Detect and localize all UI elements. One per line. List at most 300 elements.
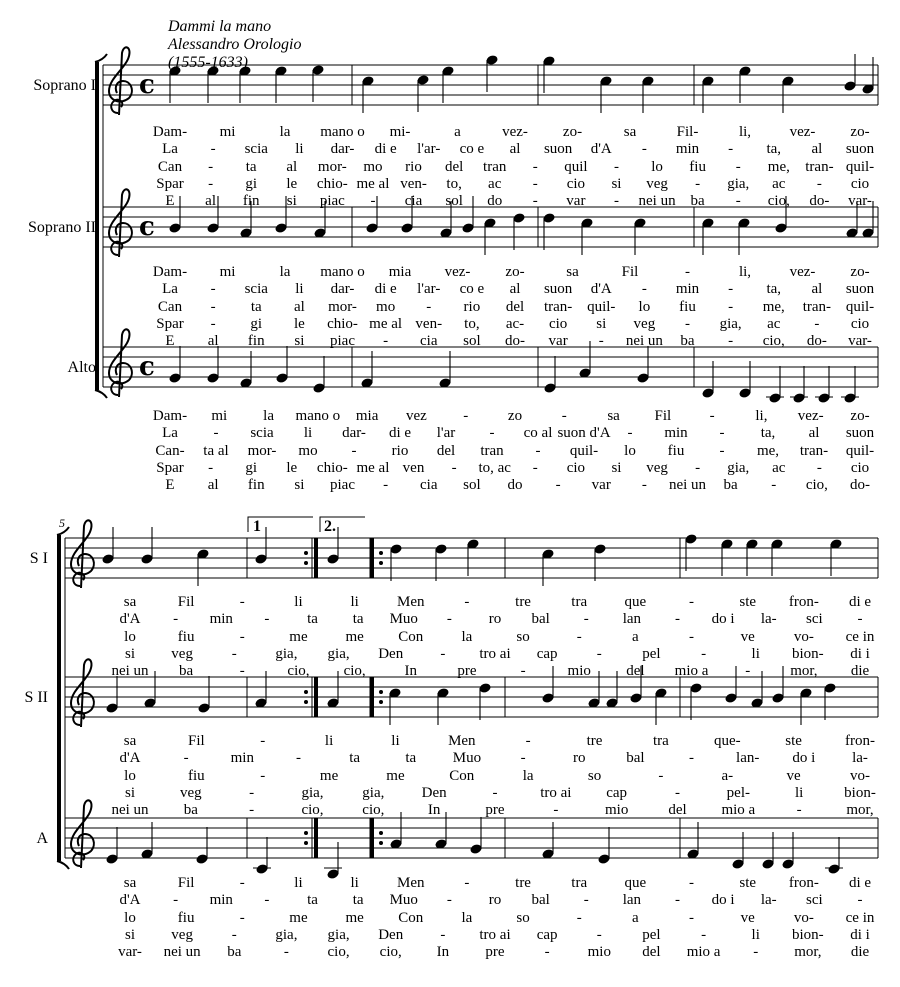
lyric-syllable: si [611, 459, 622, 476]
lyric-syllable: ta [250, 298, 262, 315]
lyric-syllable: nei un [111, 663, 149, 680]
lyric-syllable: ve [786, 767, 801, 784]
lyric-syllable: ta [352, 892, 364, 909]
lyric-syllable: - [239, 875, 245, 891]
lyric-syllable: co e [459, 281, 485, 298]
lyric-syllable: E [165, 333, 175, 350]
lyric-syllable: bal [626, 750, 645, 767]
lyric-syllable: - [675, 892, 680, 909]
lyric-line [0, 176, 900, 192]
lyric-line [0, 594, 900, 610]
lyric-syllable: - [814, 315, 820, 332]
lyric-syllable: - [583, 611, 589, 628]
lyric-syllable: del [436, 442, 456, 459]
lyric-syllable: del [626, 663, 645, 680]
lyric-syllable: min [209, 611, 233, 628]
lyric-syllable: fin [247, 333, 265, 350]
lyric-syllable: d'A [119, 611, 141, 628]
lyric-syllable: fiu [689, 158, 706, 175]
lyric-syllable: Den [378, 926, 404, 943]
lyric-syllable: - [264, 611, 270, 628]
lyric-syllable: gia, [727, 175, 750, 192]
lyric-syllable: fron- [788, 875, 819, 891]
lyric-syllable: li, [738, 124, 752, 140]
lyric-syllable: E [165, 477, 175, 494]
lyric-syllable: quil- [845, 158, 875, 175]
lyric-syllable: do- [505, 333, 525, 350]
lyric-syllable: veg [646, 459, 668, 476]
lyric-syllable: sa [566, 264, 579, 280]
lyric-syllable: si [611, 175, 622, 192]
lyric-syllable: - [383, 477, 389, 494]
lyric-syllable: li [751, 926, 760, 943]
lyric-syllable: bal [531, 892, 550, 909]
lyric-syllable: - [613, 193, 619, 210]
lyric-syllable: vez [406, 408, 427, 424]
lyric-syllable: veg [646, 175, 668, 192]
repeat-thick-bar [314, 677, 318, 717]
score-header [168, 18, 301, 72]
lyric-line [0, 875, 900, 891]
lyric-syllable: sa [123, 733, 137, 749]
lyric-syllable: ve [740, 628, 755, 645]
lyric-syllable: li [794, 784, 804, 801]
lyric-syllable: var [591, 477, 611, 494]
lyric-syllable: al [207, 333, 219, 350]
lyric-syllable: var [548, 333, 568, 350]
lyric-syllable: - [183, 750, 189, 767]
lyric-syllable: - [576, 628, 582, 645]
lyric-syllable: l'ar- [417, 281, 441, 298]
lyric-syllable: tre [586, 733, 603, 749]
lyric-line [0, 425, 900, 441]
lyric-syllable: quil- [587, 298, 616, 315]
lyric-syllable: fin [247, 477, 265, 494]
lyric-syllable: mi [211, 408, 228, 424]
lyric-syllable: - [675, 611, 680, 628]
lyric-syllable: zo- [562, 124, 583, 140]
lyric-syllable: ste [739, 875, 757, 891]
lyric-syllable: sol [445, 193, 463, 210]
lyric-syllable: cap [536, 926, 558, 943]
lyric-syllable: ro [572, 750, 586, 767]
lyric-syllable: la [461, 909, 473, 926]
repeat-dot [379, 831, 383, 835]
lyric-syllable: Fil [177, 594, 195, 610]
lyric-syllable: chio- [316, 175, 348, 192]
lyric-syllable: nei un [625, 333, 663, 350]
lyric-syllable: zo [507, 408, 523, 424]
lyric-syllable: li [751, 645, 760, 662]
lyric-syllable: quil- [845, 442, 875, 459]
lyric-syllable: si [294, 477, 305, 494]
lyric-syllable: - [535, 442, 541, 459]
lyric-syllable: ac [488, 175, 502, 192]
lyric-syllable: ve [740, 909, 755, 926]
lyric-syllable: - [816, 175, 822, 192]
lyric-syllable: tra [571, 594, 588, 610]
lyric-syllable: - [173, 892, 179, 909]
lyric-line [0, 316, 900, 332]
lyric-syllable: bion- [792, 926, 824, 943]
lyric-syllable: so [516, 909, 530, 926]
lyric-syllable: tran- [802, 298, 832, 315]
lyric-syllable: - [596, 645, 602, 662]
lyric-syllable: vez- [797, 408, 824, 424]
lyric-syllable: tran [480, 442, 504, 459]
lyric-syllable: tro ai [479, 645, 511, 662]
lyric-syllable: a [632, 628, 639, 645]
lyric-syllable: d'A [590, 281, 612, 298]
lyric-syllable: - [231, 645, 237, 662]
lyric-syllable: dar- [330, 281, 355, 298]
lyric-syllable: zo- [850, 264, 870, 280]
lyric-syllable: tro ai [540, 784, 572, 801]
lyric-syllable: cia [420, 477, 438, 494]
lyric-syllable: E [165, 193, 175, 210]
lyric-syllable: lan- [736, 750, 760, 767]
lyric-syllable: cio, [343, 663, 366, 680]
lyric-syllable: - [446, 611, 452, 628]
lyric-syllable: al [509, 141, 521, 158]
lyric-syllable: le [286, 459, 298, 476]
repeat-dot [304, 561, 308, 565]
lyric-syllable: ste [739, 594, 757, 610]
lyric-syllable: - [627, 425, 633, 442]
lyric-syllable: - [492, 784, 498, 801]
lyric-syllable: - [249, 802, 255, 819]
lyric-syllable: l'ar- [417, 141, 441, 158]
lyric-syllable: gia, [275, 926, 298, 943]
lyric-syllable: vez- [444, 264, 471, 280]
lyric-line [0, 159, 900, 175]
lyric-syllable: - [685, 264, 690, 280]
lyric-syllable: - [239, 594, 245, 610]
lyric-syllable: Can- [155, 442, 185, 459]
lyric-syllable: ac [767, 315, 781, 332]
lyric-syllable: - [451, 459, 457, 476]
lyric-syllable: Dam- [152, 264, 188, 280]
lyric-syllable: - [249, 784, 255, 801]
lyric-syllable: veg [171, 926, 193, 943]
lyric-syllable: mia [355, 408, 379, 424]
lyric-syllable: veg [179, 784, 202, 801]
lyric-syllable: chio- [316, 459, 348, 476]
lyric-syllable: ba [680, 333, 695, 350]
lyric-syllable: Den [378, 645, 404, 662]
lyric-syllable: li [391, 733, 400, 749]
lyric-syllable: In [427, 802, 441, 819]
lyric-syllable: l'ar [436, 425, 456, 442]
lyric-syllable: cio, [327, 944, 350, 961]
lyric-syllable: ven- [415, 315, 443, 332]
lyric-syllable: gia, [327, 645, 350, 662]
repeat-dot [304, 700, 308, 704]
lyric-syllable: do i [792, 750, 816, 767]
lyric-syllable: me [289, 628, 308, 645]
lyric-syllable: me al [356, 459, 390, 476]
lyric-syllable: ta [307, 611, 318, 628]
lyric-syllable: - [753, 944, 759, 961]
lyric-syllable: di i [850, 926, 870, 943]
lyric-syllable: Spar [156, 459, 184, 476]
lyric-line [0, 733, 900, 749]
lyric-syllable: al [811, 141, 823, 158]
lyric-syllable: do [507, 477, 523, 494]
voice-label: Soprano II [28, 219, 96, 236]
lyric-syllable: suon [845, 425, 875, 442]
lyric-syllable: co al [523, 425, 553, 442]
lyric-syllable: al [293, 298, 305, 315]
lyric-syllable: tran [483, 158, 507, 175]
lyric-syllable: - [520, 750, 526, 767]
lyric-syllable: bion- [792, 645, 824, 662]
lyric-syllable: Spar [156, 315, 184, 332]
lyric-line [0, 443, 900, 459]
voice-label: S II [24, 689, 48, 706]
lyric-syllable: vez- [789, 264, 816, 280]
lyric-syllable: ta, [766, 141, 782, 158]
lyric-syllable: bal [531, 611, 550, 628]
lyric-syllable: mio a [674, 663, 709, 680]
lyric-line [0, 333, 900, 349]
lyric-syllable: - [264, 892, 270, 909]
lyric-syllable: cio [850, 315, 870, 332]
lyric-syllable: Con [398, 909, 424, 926]
lyric-syllable: - [210, 298, 216, 315]
lyric-syllable: - [658, 767, 664, 784]
repeat-dot [304, 551, 308, 555]
lyric-syllable: li [295, 141, 304, 158]
lyric-line [0, 785, 900, 801]
lyric-syllable: li [295, 281, 304, 298]
lyric-syllable: - [446, 892, 452, 909]
lyric-syllable: lan [622, 892, 642, 909]
lyric-syllable: suon [845, 281, 875, 298]
voice-label: Soprano I [33, 77, 96, 94]
lyric-syllable: del [444, 158, 464, 175]
lyric-syllable: do i [711, 611, 735, 628]
lyric-syllable: gia, [727, 459, 750, 476]
lyric-syllable: cio [850, 175, 870, 192]
lyric-syllable: al [207, 477, 219, 494]
lyric-syllable: di i [850, 645, 870, 662]
lyric-syllable: mia [388, 264, 412, 280]
lyric-syllable: La [162, 425, 178, 442]
lyric-syllable: fin [242, 193, 260, 210]
lyric-syllable: - [728, 281, 734, 298]
composer-dates: (1555-1633) [168, 54, 248, 71]
lyric-syllable: ta [307, 892, 318, 909]
lyric-syllable: li, [755, 408, 768, 424]
lyric-syllable: me, [767, 158, 790, 175]
lyric-syllable: cio, [379, 944, 402, 961]
repeat-dot [304, 690, 308, 694]
lyric-syllable: lo [638, 298, 651, 315]
lyric-syllable: - [239, 909, 245, 926]
lyric-syllable: min [675, 281, 700, 298]
lyric-syllable: nei un [668, 477, 707, 494]
lyric-syllable: - [857, 892, 863, 909]
lyric-syllable: - [745, 663, 751, 680]
lyric-syllable: me [386, 767, 405, 784]
lyric-syllable: ac- [505, 315, 525, 332]
voice-label: S I [29, 550, 48, 567]
lyric-syllable: si [124, 926, 136, 943]
lyric-syllable: - [295, 750, 301, 767]
lyric-syllable: min [664, 425, 688, 442]
lyric-syllable: do [487, 193, 503, 210]
lyric-syllable: - [583, 892, 589, 909]
lyric-line [0, 141, 900, 157]
lyric-syllable: var- [118, 944, 142, 961]
lyric-syllable: - [544, 944, 550, 961]
lyric-syllable: Dam- [152, 124, 188, 140]
lyric-line [0, 944, 900, 960]
lyric-syllable: - [489, 425, 495, 442]
lyric-syllable: a [632, 909, 639, 926]
lyric-syllable: lo [624, 442, 636, 459]
lyric-line [0, 750, 900, 766]
lyric-syllable: cio, [767, 193, 790, 210]
lyric-syllable: fiu [177, 628, 195, 645]
lyric-syllable: - [239, 663, 245, 680]
lyric-syllable: quil- [845, 298, 875, 315]
lyric-syllable: rio [391, 442, 409, 459]
lyric-syllable: del [642, 944, 661, 961]
lyric-syllable: fiu [177, 909, 195, 926]
lyric-syllable: Fil [621, 264, 639, 280]
lyric-syllable: li [303, 425, 313, 442]
lyric-syllable: la [263, 408, 274, 424]
lyric-syllable: Con [449, 767, 475, 784]
lyric-syllable: si [124, 645, 136, 662]
lyric-line [0, 646, 900, 662]
lyric-syllable: var- [848, 193, 872, 210]
lyric-syllable: - [208, 175, 214, 192]
lyric-syllable: scia [250, 425, 274, 442]
lyric-syllable: to, [446, 175, 462, 192]
lyric-syllable: a [454, 124, 461, 140]
lyric-syllable: - [701, 645, 707, 662]
repeat-thick-bar [314, 818, 318, 858]
lyric-syllable: - [532, 175, 538, 192]
bracket-hook [95, 390, 107, 398]
lyric-syllable: li [324, 733, 334, 749]
lyric-line [0, 611, 900, 627]
lyric-syllable: ven [402, 459, 425, 476]
lyric-syllable: do- [809, 193, 830, 210]
lyric-syllable: me al [356, 175, 390, 192]
lyric-syllable: mio [604, 802, 629, 819]
lyric-syllable: ce in [845, 909, 875, 926]
bracket-hook [57, 861, 69, 869]
voice-label: A [36, 830, 48, 847]
lyric-syllable: co e [459, 141, 485, 158]
lyric-syllable: - [383, 333, 389, 350]
lyric-syllable: quil [564, 158, 588, 175]
lyric-syllable: - [596, 926, 602, 943]
lyric-line [0, 910, 900, 926]
lyric-syllable: suon [543, 281, 573, 298]
lyric-syllable: mor- [317, 158, 347, 175]
lyric-syllable: - [260, 733, 266, 749]
repeat-dot [304, 841, 308, 845]
volta-1-number: 1 [253, 518, 261, 535]
lyric-syllable: ta, [760, 425, 776, 442]
lyric-syllable: tre [515, 594, 531, 610]
lyric-syllable: la [279, 264, 291, 280]
lyric-syllable: - [440, 926, 446, 943]
lyric-line [0, 768, 900, 784]
lyric-syllable: piac [319, 193, 345, 210]
lyric-syllable: so [516, 628, 530, 645]
lyric-syllable: cio, [287, 663, 310, 680]
repeat-thick-bar [370, 818, 374, 858]
lyric-syllable: ste [785, 733, 802, 749]
lyric-syllable: - [464, 875, 470, 891]
lyric-syllable: di e [388, 425, 412, 442]
bracket-hook [95, 54, 107, 62]
lyric-syllable: al [509, 281, 521, 298]
lyric-syllable: dar- [342, 425, 366, 442]
lyric-line [0, 124, 900, 140]
lyric-line [0, 663, 900, 679]
lyric-syllable: - [532, 158, 538, 175]
lyric-syllable: lan [622, 611, 642, 628]
lyric-syllable: mio a [686, 944, 721, 961]
lyric-syllable: tran- [799, 442, 829, 459]
lyric-syllable: cio, [762, 333, 785, 350]
lyric-syllable: tra [571, 875, 588, 891]
lyric-syllable: ce in [845, 628, 875, 645]
lyric-syllable: me [345, 909, 364, 926]
lyric-syllable: mio a [721, 802, 756, 819]
lyric-syllable: al [811, 281, 823, 298]
repeat-thick-bar [314, 538, 318, 578]
lyric-syllable: so [587, 767, 602, 784]
lyric-syllable: d'A [590, 141, 612, 158]
lyric-syllable: gi [250, 315, 263, 332]
lyric-syllable: Fil [188, 733, 205, 749]
lyric-syllable: - [239, 628, 245, 645]
lyric-syllable: Fil- [676, 124, 699, 140]
repeat-thick-bar [370, 538, 374, 578]
lyric-syllable: In [404, 663, 418, 680]
lyric-syllable: - [173, 611, 179, 628]
lyric-syllable: Con [398, 628, 424, 645]
lyric-syllable: mo [363, 158, 383, 175]
lyric-syllable: di e [374, 141, 397, 158]
lyric-syllable: - [208, 158, 214, 175]
measure-number: 5 [59, 516, 65, 530]
lyric-syllable: ba [723, 477, 738, 494]
lyric-syllable: zo- [505, 264, 525, 280]
lyric-syllable: mio [587, 944, 611, 961]
lyric-syllable: mor- [328, 298, 357, 315]
lyric-syllable: vo- [850, 767, 870, 784]
lyric-syllable: veg [633, 315, 656, 332]
lyric-syllable: tra [652, 733, 669, 749]
lyric-syllable: pre [485, 802, 505, 819]
lyric-syllable: me, [762, 298, 785, 315]
lyric-syllable: sci [806, 611, 823, 628]
lyric-syllable: nei un [111, 802, 149, 819]
lyric-syllable: la- [760, 611, 777, 628]
lyric-syllable: - [735, 193, 741, 210]
lyric-syllable: li [350, 594, 359, 610]
lyric-syllable: Den [421, 784, 447, 801]
